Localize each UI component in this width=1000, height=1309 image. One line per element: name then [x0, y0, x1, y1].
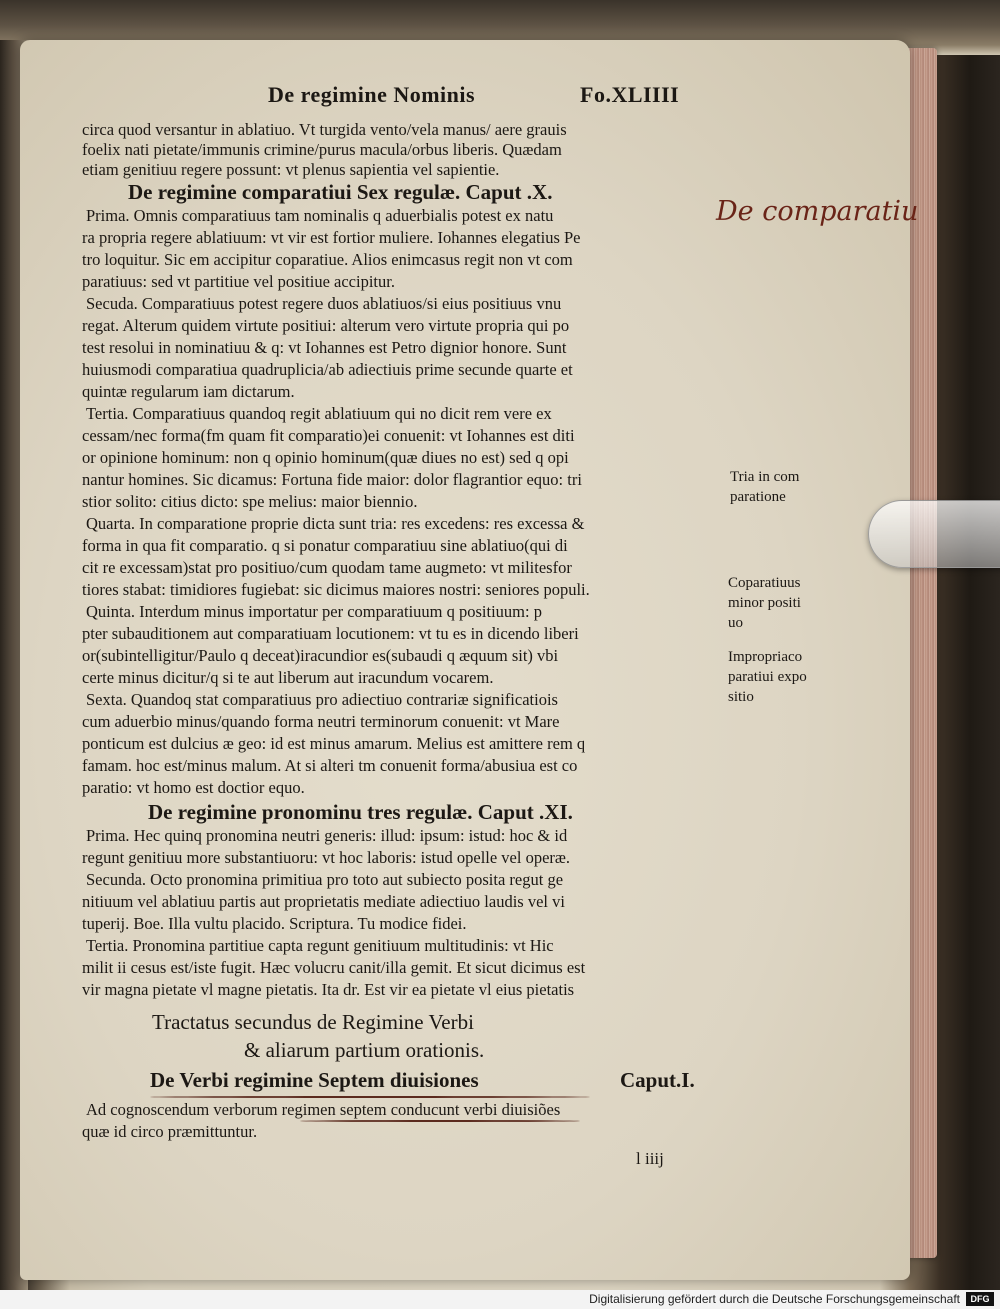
- text-line: circa quod versantur in ablatiuo. Vt turgida vento/vela manus/ aere grauis: [82, 120, 567, 139]
- text-line: Prima. Omnis comparatiuus tam nominalis q aduerbialis potest ex natu: [86, 206, 554, 225]
- text-line: tuperij. Boe. Illa vultu placido. Scriptura. Tu modice fidei.: [82, 914, 467, 933]
- text-line: foelix nati pietate/immunis crimine/purus macula/orbus liberis. Quædam: [82, 140, 562, 159]
- running-head-title: De regimine Nominis: [268, 82, 476, 107]
- text-line: paratio: vt homo est doctior equo.: [82, 778, 305, 797]
- text-line: pter subauditionem aut comparatiuam locutionem: vt tu es in dicendo liberi: [82, 624, 579, 643]
- text-line: regat. Alterum quidem virtute positiui: alterum vero virtute propria qui po: [82, 316, 570, 335]
- signature-mark: l iiij: [636, 1149, 664, 1168]
- footer-credit: Digitalisierung gefördert durch die Deutsche Forschungsgemeinschaft: [589, 1292, 960, 1306]
- text-line: tro loquitur. Sic em accipitur coparatiue. Alios enimcasus regit non vt com: [82, 250, 573, 269]
- marginal-note-line: Impropriaco: [728, 649, 803, 665]
- ink-underline: [150, 1096, 590, 1098]
- text-line: certe minus dicitur/q si te aut liberum aut iracundum vocarem.: [82, 668, 494, 687]
- text-line: nitiuum vel ablatiuu partis aut proprietatis mediate adiectiuo laudis vel vi: [82, 892, 565, 911]
- text-line: cit re excessam)stat pro positiuo/cum quodam tame augmeto: vt militesfor: [82, 558, 572, 577]
- text-line: Tertia. Comparatiuus quandoq regit ablatiuum qui no dicit rem vere ex: [86, 404, 552, 423]
- footer-bar: [0, 1290, 1000, 1309]
- folio-number: Fo.XLIIII: [580, 82, 680, 107]
- marginal-note-line: paratione: [730, 489, 786, 505]
- chapter-one-heading: De Verbi regimine Septem diuisiones: [150, 1068, 479, 1092]
- text-line: test resolui in nominatiuu & q: vt Iohannes est Petro dignior honore. Sunt: [82, 338, 567, 357]
- text-line: paratiuus: sed vt partitiue vel positiue accipitur.: [82, 272, 395, 291]
- text-line: Secunda. Octo pronomina primitiua pro toto aut subiecto posita regut ge: [86, 870, 564, 889]
- marginal-note-line: Coparatiuus: [728, 575, 801, 591]
- text-line: ponticum est dulcius æ geo: id est minus amarum. Melius est amittere rem q: [82, 734, 586, 753]
- text-line: cessam/nec forma(fm quam fit comparatio)ei conuenit: vt Iohannes est diti: [82, 426, 575, 445]
- ink-underline: [300, 1120, 580, 1122]
- marginal-note-line: sitio: [728, 689, 754, 705]
- text-line: quintæ regularum iam dictarum.: [82, 382, 295, 401]
- marginal-note-line: minor positi: [728, 595, 801, 611]
- text-line: Quarta. In comparatione proprie dicta sunt tria: res excedens: res excessa &: [86, 514, 585, 533]
- dfg-logo: DFG: [966, 1292, 994, 1306]
- marginal-note-line: Tria in com: [730, 469, 800, 485]
- tractatus-heading-line: Tractatus secundus de Regimine Verbi: [152, 1010, 474, 1034]
- text-line: quæ id circo præmittuntur.: [82, 1122, 258, 1141]
- text-line: regunt genitiuu more substantiuoru: vt hoc laboris: istud opelle vel operæ.: [82, 848, 571, 867]
- text-line: huiusmodi comparatiua quadruplicia/ab adiectiuis prime secunde quarte et: [82, 360, 573, 379]
- marginal-note-line: uo: [728, 615, 743, 631]
- text-line: Secuda. Comparatiuus potest regere duos ablatiuos/si eius positiuus vnu: [86, 294, 562, 313]
- text-line: Quinta. Interdum minus importatur per comparatiuum q positiuum: p: [86, 602, 542, 621]
- text-line: famam. hoc est/minus malum. At si alteri tm conuenit forma/abusiua est co: [82, 756, 578, 775]
- chapter-one-caput: Caput.I.: [620, 1068, 695, 1092]
- text-line: nantur homines. Sic dicamus: Fortuna fide maior: dolor flagrantior equo: tri: [82, 470, 582, 489]
- text-line: Ad cognoscendum verborum regimen septem conducunt verbi diuisiões: [86, 1100, 561, 1119]
- marginal-note-line: paratiui expo: [728, 669, 807, 685]
- text-line: Prima. Hec quinq pronomina neutri generis: illud: ipsum: istud: hoc & id: [86, 826, 568, 845]
- text-line: milit ii cesus est/iste fugit. Hæc volucru canit/illa gemit. Et sicut dicimus est: [82, 958, 586, 977]
- text-line: forma in qua fit comparatio. q si ponatur comparatiuu sine ablatiuo(qui di: [82, 536, 568, 555]
- text-line: etiam genitiuu regere possunt: vt plenus sapientia vel sapientie.: [82, 160, 500, 179]
- text-line: Tertia. Pronomina partitiue capta regunt genitiuum multitudinis: vt Hic: [86, 936, 554, 955]
- text-line: Sexta. Quandoq stat comparatiuus pro adiectiuo contrariæ significatiois: [86, 690, 558, 709]
- text-line: vir magna pietate vl magne pietatis. Ita dr. Est vir ea pietate vl eius pietatis: [82, 980, 575, 999]
- text-line: cum aduerbio minus/quando forma neutri terminorum conuenit: vt Mare: [82, 712, 560, 731]
- chapter-heading: De regimine pronominu tres regulæ. Caput .XI.: [148, 800, 573, 824]
- tractatus-heading-line: & aliarum partium orationis.: [244, 1038, 485, 1062]
- text-line: stior solito: citius dicto: spe melius: maior biennio.: [82, 492, 418, 511]
- text-line: ra propria regere ablatiuum: vt vir est fortior muliere. Iohannes elegatius Pe: [82, 228, 581, 247]
- text-line: tiores stabat: timidiores fugiebat: sic dicimus maiores nostri: seniores populi.: [82, 580, 590, 599]
- chapter-heading: De regimine comparatiui Sex regulæ. Caput .X.: [128, 180, 553, 204]
- handwritten-marginal-note: De comparatiu: [716, 196, 919, 227]
- page-marker-clip: [868, 500, 1000, 568]
- text-line: or(subintelligitur/Paulo q deceat)iracundior es(subaudi q æquum sit) vbi: [82, 646, 559, 665]
- text-line: or opinione hominum: non q opinio hominum(quæ diues no est) sed q opi: [82, 448, 569, 467]
